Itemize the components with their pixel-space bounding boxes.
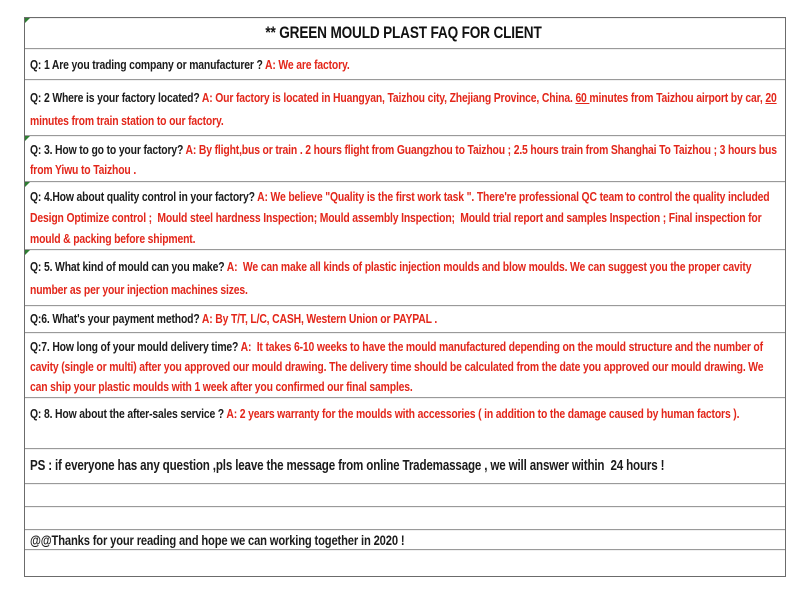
qa-text bbox=[30, 136, 780, 180]
qa-text bbox=[30, 250, 777, 301]
row-empty2 bbox=[25, 507, 785, 530]
answer-text: 60 bbox=[575, 90, 590, 105]
page-title: ** GREEN MOULD PLAST FAQ FOR CLIENT bbox=[265, 23, 542, 42]
answer-text: A: By T/T, L/C, CASH, Western Union or PAYPAL . bbox=[201, 311, 438, 326]
answer-text: 20 bbox=[765, 90, 777, 105]
row-q5 bbox=[25, 250, 785, 306]
row-empty3 bbox=[25, 550, 785, 576]
row-q2 bbox=[25, 80, 785, 136]
question-text: Q: 4.How about quality control in your factory? bbox=[30, 189, 258, 204]
answer-text: A: We can make all kinds of plastic injection moulds and blow moulds. We can suggest you the proper cavity number as per your injection machines sizes. bbox=[30, 259, 755, 297]
question-text: Q: 5. What kind of mould can you make? bbox=[30, 259, 227, 274]
qa-text bbox=[30, 182, 777, 249]
qa-text bbox=[30, 398, 777, 424]
qa-text bbox=[30, 333, 777, 397]
question-text: Q:6. What's your payment method? bbox=[30, 311, 202, 326]
answer-text: A: By flight,bus or train . 2 hours flight from Guangzhou to Taizhou ; 2.5 hours train from Shanghai To Taizhou ; 3 hours bus from Yiwu to Taizhou . bbox=[30, 142, 780, 177]
row-q4 bbox=[25, 182, 785, 250]
question-text: Q:7. How long of your mould delivery time? bbox=[30, 339, 241, 354]
qa-text bbox=[30, 80, 780, 132]
answer-text: A: We believe "Quality is the first work task ". There're professional QC team to control the quality included Design Optimize control ; Mould steel hardness Inspection; Mould assembly Inspection; Mould trial report and samples Inspection ; Final inspection for mould & packing before shipment. bbox=[30, 189, 773, 246]
green-corner-icon bbox=[25, 250, 30, 255]
green-corner-icon bbox=[25, 18, 30, 23]
row-q8 bbox=[25, 398, 785, 449]
ps-note: PS : if everyone has any question ,pls leave the message from online Trademassage , we will answer within 24 hours ! bbox=[30, 458, 665, 474]
answer-text: A: 2 years warranty for the moulds with accessories ( in addition to the damage caused by human factors ). bbox=[226, 406, 740, 421]
row-title bbox=[25, 18, 785, 49]
row-q7 bbox=[25, 333, 785, 398]
answer-text: A: We are factory. bbox=[265, 57, 350, 72]
row-thanks bbox=[25, 530, 785, 550]
faq-table bbox=[24, 17, 786, 577]
question-text: Q: 1 Are you trading company or manufacturer ? bbox=[30, 57, 265, 72]
question-text: Q: 2 Where is your factory located? bbox=[30, 90, 202, 105]
answer-text: A: It takes 6-10 weeks to have the mould manufactured depending on the mould structure and the number of cavity (single or multi) after you approved our mould drawing. The delivery time should be calculated from the date you approved our mould drawing. We can ship your plastic moulds with 1 week after you confirmed our final samples. bbox=[30, 339, 767, 394]
closing-note: @@Thanks for your reading and hope we can working together in 2020 ! bbox=[30, 532, 405, 548]
row-q1 bbox=[25, 49, 785, 80]
row-q3 bbox=[25, 136, 785, 182]
qa-text bbox=[30, 49, 777, 75]
question-text: Q: 8. How about the after-sales service ? bbox=[30, 406, 227, 421]
answer-text: minutes from Taizhou airport by car, bbox=[589, 90, 766, 105]
row-empty1 bbox=[25, 484, 785, 507]
green-corner-icon bbox=[25, 182, 30, 187]
qa-text bbox=[30, 306, 777, 329]
green-corner-icon bbox=[25, 136, 30, 141]
question-text: Q: 3. How to go to your factory? bbox=[30, 142, 186, 157]
answer-text: minutes from train station to our factory. bbox=[30, 90, 780, 128]
row-ps bbox=[25, 449, 785, 484]
row-q6 bbox=[25, 306, 785, 333]
answer-text: A: Our factory is located in Huangyan, Taizhou city, Zhejiang Province, China. bbox=[201, 90, 576, 105]
